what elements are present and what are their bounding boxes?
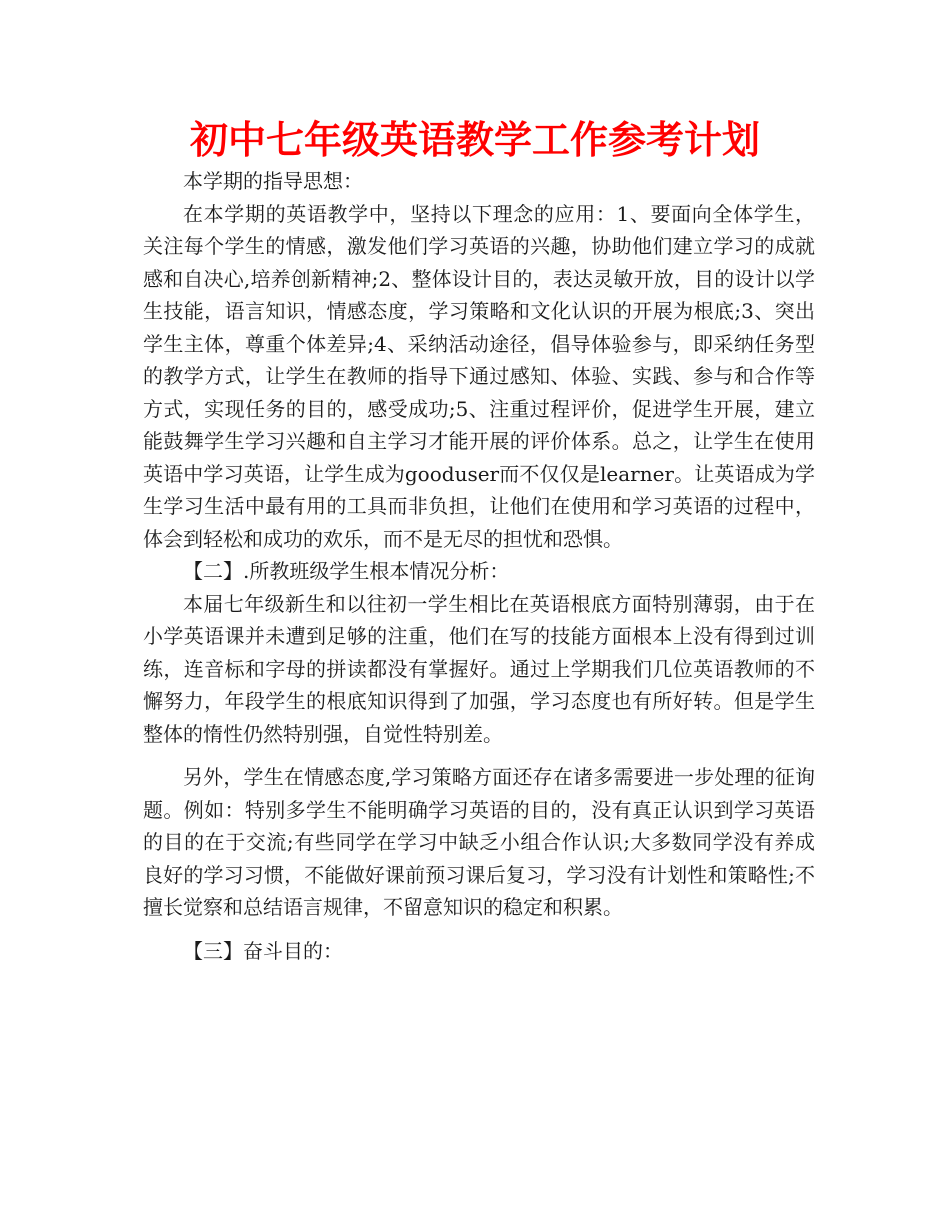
- paragraph-guiding-ideology: 在本学期的英语教学中，坚持以下理念的应用：1、要面向全体学生，关注每个学生的情感，激发他们学习英语的兴趣，协助他们建立学习的成就感和自决心,培养创新精神;2、整体设计目的，表达灵敏开放，目的设计以学生技能，语言知识，情感态度，学习策略和文化认识的开展为根底;3、突出学生主体，尊重个体差异;4、采纳活动途径，倡导体验参与，即采纳任务型的教学方式，让学生在教师的指导下通过感知、体验、实践、参与和合作等方式，实现任务的目的，感受成功;5、注重过程评价，促进学生开展，建立能鼓舞学生学习兴趣和自主学习才能开展的评价体系。总之，让学生在使用英语中学习英语，让学生成为gooduser而不仅仅是learner。让英语成为学生学习生活中最有用的工具而非负担，让他们在使用和学习英语的过程中，体会到轻松和成功的欢乐，而不是无尽的担忧和恐惧。: [143, 201, 815, 551]
- paragraph-section-two-heading: 【二】.所教班级学生根本情况分析：: [183, 559, 510, 583]
- paragraph-additional-issues: 另外，学生在情感态度,学习策略方面还存在诸多需要进一步处理的征询题。例如：特别多学生不能明确学习英语的目的，没有真正认识到学习英语的目的在于交流;有些同学在学习中缺乏小组合作认识;大多数同学没有养成良好的学习习惯，不能做好课前预习课后复习，学习没有计划性和策略性;不擅长觉察和总结语言规律，不留意知识的稳定和积累。: [143, 765, 815, 919]
- document-title: 初中七年级英语教学工作参考计划: [189, 118, 760, 162]
- paragraph-guiding-ideology-heading: 本学期的指导思想：: [183, 169, 363, 193]
- paragraph-student-analysis: 本届七年级新生和以往初一学生相比在英语根底方面特别薄弱，由于在小学英语课并未遭到足够的注重，他们在写的技能方面根本上没有得到过训练，连音标和字母的拼读都没有掌握好。通过上学期我们几位英语教师的不懈努力，年段学生的根底知识得到了加强，学习态度也有所好转。但是学生整体的惰性仍然特别强，自觉性特别差。: [143, 591, 815, 746]
- document-body: [143, 165, 815, 967]
- paragraph-section-three-heading: 【三】奋斗目的：: [183, 938, 343, 963]
